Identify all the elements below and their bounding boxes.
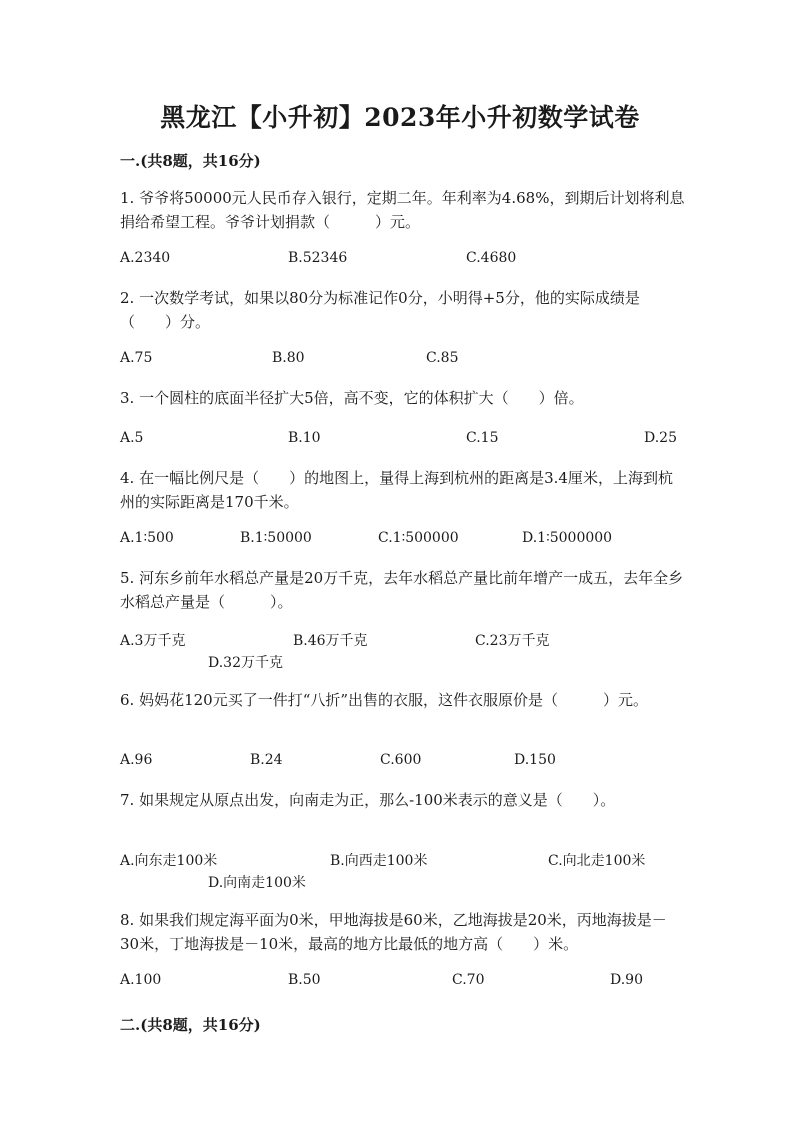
q8-option-b[interactable]: B.50 bbox=[288, 972, 321, 988]
question-6: 6. 妈妈花120元买了一件打“八折”出售的衣服，这件衣服原价是（ ）元。 bbox=[120, 691, 649, 709]
q7-option-a[interactable]: A.向东走100米 bbox=[120, 853, 218, 869]
q7-option-b[interactable]: B.向西走100米 bbox=[330, 853, 428, 869]
q2-option-c[interactable]: C.85 bbox=[426, 350, 459, 366]
q8-option-c[interactable]: C.70 bbox=[452, 972, 485, 988]
q5-option-b[interactable]: B.46万千克 bbox=[293, 633, 368, 649]
q8-option-d[interactable]: D.90 bbox=[610, 972, 643, 988]
page-title: 黑龙江【小升初】2023年小升初数学试卷 bbox=[160, 103, 640, 132]
question-3: 3. 一个圆柱的底面半径扩大5倍，高不变，它的体积扩大（ ）倍。 bbox=[120, 389, 584, 407]
q3-option-d[interactable]: D.25 bbox=[644, 430, 677, 446]
q3-option-c[interactable]: C.15 bbox=[466, 430, 499, 446]
q3-option-a[interactable]: A.5 bbox=[120, 430, 144, 446]
question-2: 2. 一次数学考试，如果以80分为标准记作0分，小明得+5分，他的实际成绩是（ ）分。 bbox=[120, 289, 640, 331]
question-8: 8. 如果我们规定海平面为0米，甲地海拔是60米，乙地海拔是20米，丙地海拔是－30米，丁地海拔是－10米，最高的地方比最低的地方高（ ）米。 bbox=[120, 911, 667, 953]
q7-option-d[interactable]: D.向南走100米 bbox=[208, 875, 306, 891]
q4-option-d[interactable]: D.1∶5000000 bbox=[522, 530, 613, 546]
q6-option-a[interactable]: A.96 bbox=[120, 752, 153, 768]
q4-option-c[interactable]: C.1∶500000 bbox=[378, 530, 459, 546]
question-7: 7. 如果规定从原点出发，向南走为正，那么-100米表示的意义是（ ）。 bbox=[120, 791, 616, 809]
section-heading-1: 一.(共8题，共16分) bbox=[120, 152, 261, 170]
q1-option-a[interactable]: A.2340 bbox=[120, 250, 171, 266]
q5-option-c[interactable]: C.23万千克 bbox=[475, 633, 550, 649]
q1-option-c[interactable]: C.4680 bbox=[466, 250, 517, 266]
q4-option-b[interactable]: B.1∶50000 bbox=[240, 530, 312, 546]
q8-option-a[interactable]: A.100 bbox=[120, 972, 162, 988]
q1-option-b[interactable]: B.52346 bbox=[288, 250, 348, 266]
question-5: 5. 河东乡前年水稻总产量是20万千克，去年水稻总产量比前年增产一成五，去年全乡水稻总产量是（ ）。 bbox=[120, 569, 684, 611]
q3-option-b[interactable]: B.10 bbox=[288, 430, 321, 446]
question-4: 4. 在一幅比例尺是（ ）的地图上，量得上海到杭州的距离是3.4厘米，上海到杭州的实际距离是170千米。 bbox=[120, 469, 673, 511]
q2-option-a[interactable]: A.75 bbox=[120, 350, 153, 366]
q7-option-c[interactable]: C.向北走100米 bbox=[548, 853, 646, 869]
section-heading-2: 二.(共8题，共16分) bbox=[120, 1016, 261, 1034]
q2-option-b[interactable]: B.80 bbox=[272, 350, 305, 366]
q5-option-d[interactable]: D.32万千克 bbox=[208, 655, 283, 671]
q5-option-a[interactable]: A.3万千克 bbox=[120, 633, 186, 649]
question-1: 1. 爷爷将50000元人民币存入银行，定期二年。年利率为4.68%，到期后计划将利息捐给希望工程。爷爷计划捐款（ ）元。 bbox=[120, 189, 685, 231]
q6-option-d[interactable]: D.150 bbox=[514, 752, 556, 768]
q6-option-b[interactable]: B.24 bbox=[250, 752, 283, 768]
q6-option-c[interactable]: C.600 bbox=[380, 752, 422, 768]
q4-option-a[interactable]: A.1∶500 bbox=[120, 530, 174, 546]
